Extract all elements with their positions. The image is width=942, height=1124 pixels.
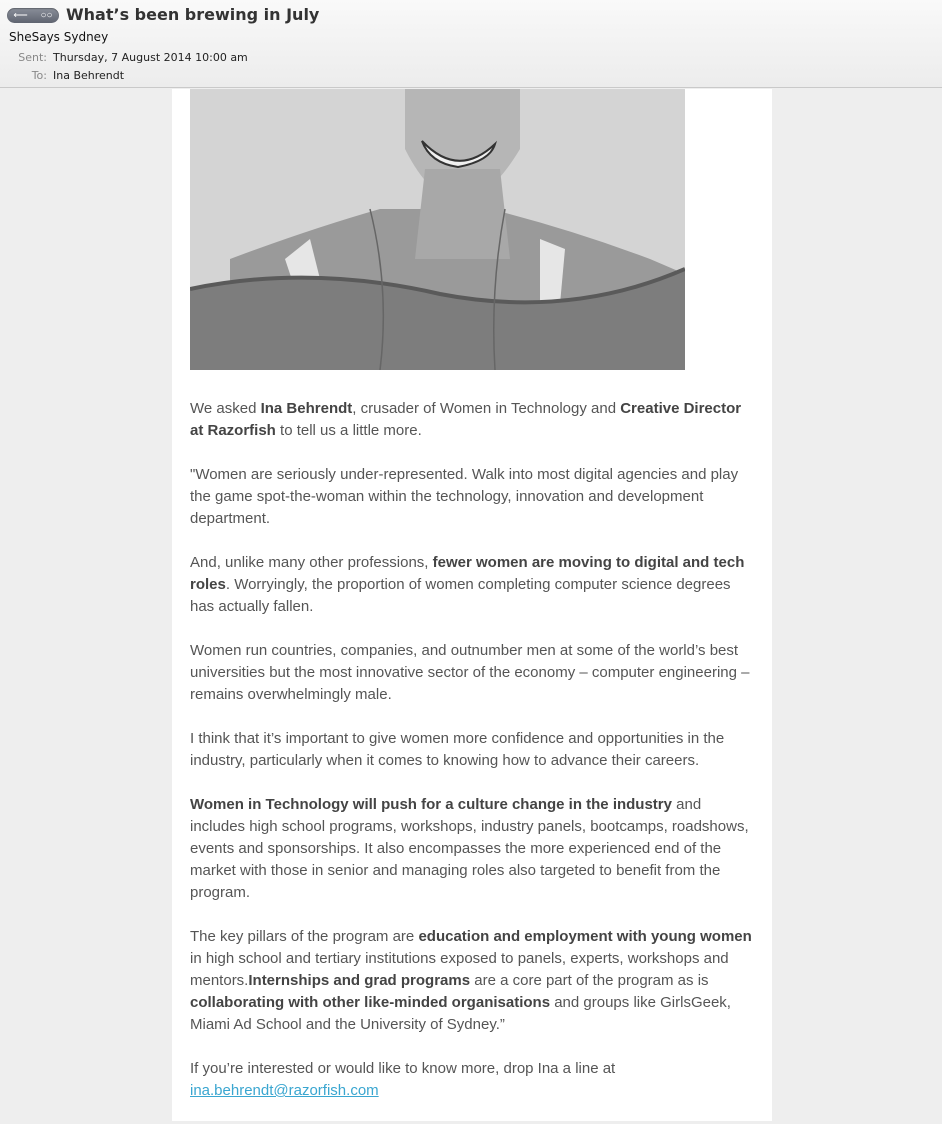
paragraph-6 — [190, 794, 754, 904]
reply-arrow-icon[interactable]: ⟵ — [13, 10, 28, 21]
intro-text-3: to tell us a little more. — [275, 422, 422, 439]
p6-bold: Women in Technology will push for a culture change in the industry — [190, 796, 672, 813]
paragraph-4: Women run countries, companies, and outnumber men at some of the world’s best universities but the most innovative sector of the economy – computer engineering – remains overwhelmingly male. — [190, 642, 750, 703]
intro-title: Creative Director at Razorfish — [190, 400, 742, 439]
contact-text: If you’re interested or would like to know more, drop Ina a line at — [190, 1060, 616, 1077]
email-sender: SheSays Sydney — [9, 30, 109, 44]
email-subject: What’s been brewing in July — [66, 5, 320, 24]
p7-bold-3: collaborating with other like-minded organisations — [190, 994, 551, 1011]
paragraph-3 — [190, 552, 754, 618]
sent-value: Thursday, 7 August 2014 10:00 am — [53, 51, 248, 64]
to-value: Ina Behrendt — [53, 69, 125, 82]
speech-bubbles-icon[interactable]: ○○ — [40, 10, 53, 21]
p7-bold-2: Internships and grad programs — [248, 972, 471, 989]
email-text — [190, 398, 754, 1124]
p6-text: and includes high school programs, workshops, industry panels, bootcamps, roadshows, events and sponsorships. It also encompasses the more experienced end of the market with those in senior and managing roles also targeted to benefit from the program. — [190, 796, 749, 901]
p7-bold-1: education and employment with young women — [418, 928, 752, 945]
p7-text-3: are a core part of the program as is — [470, 972, 709, 989]
p7-text-1: The key pillars of the program are — [190, 928, 419, 945]
intro-text-1: We asked — [190, 400, 261, 417]
paragraph-intro — [190, 398, 754, 442]
paragraph-7 — [190, 926, 754, 1036]
p3-bold: fewer women are moving to digital and tech roles — [190, 554, 745, 593]
to-label: To: — [31, 69, 47, 82]
p7-text-2: in high school and tertiary institutions exposed to panels, experts, workshops and mentors. — [190, 950, 729, 989]
portrait-photo — [190, 89, 685, 370]
paragraph-5: I think that it’s important to give women more confidence and opportunities in the industry, particularly when it comes to knowing how to advance their careers. — [190, 730, 725, 769]
p3-text-2: . Worryingly, the proportion of women completing computer science degrees has actually fallen. — [190, 576, 731, 615]
email-link[interactable]: ina.behrendt@razorfish.com — [190, 1082, 379, 1099]
intro-name: Ina Behrendt — [260, 400, 353, 417]
reply-forward-control[interactable] — [7, 8, 59, 23]
p7-text-4: and groups like GirlsGeek, Miami Ad School and the University of Sydney.” — [190, 994, 731, 1033]
sent-row — [7, 51, 248, 64]
portrait-illustration — [190, 89, 685, 370]
sent-label: Sent: — [18, 51, 47, 64]
to-row — [7, 69, 124, 82]
email-body — [172, 89, 772, 1121]
paragraph-contact — [190, 1058, 754, 1102]
email-header — [0, 0, 942, 88]
paragraph-2: "Women are seriously under-represented. Walk into most digital agencies and play the game spot-the-woman within the technology, innovation and development department. — [190, 466, 739, 527]
intro-text-2: , crusader of Women in Technology and — [352, 400, 621, 417]
p3-text-1: And, unlike many other professions, — [190, 554, 433, 571]
